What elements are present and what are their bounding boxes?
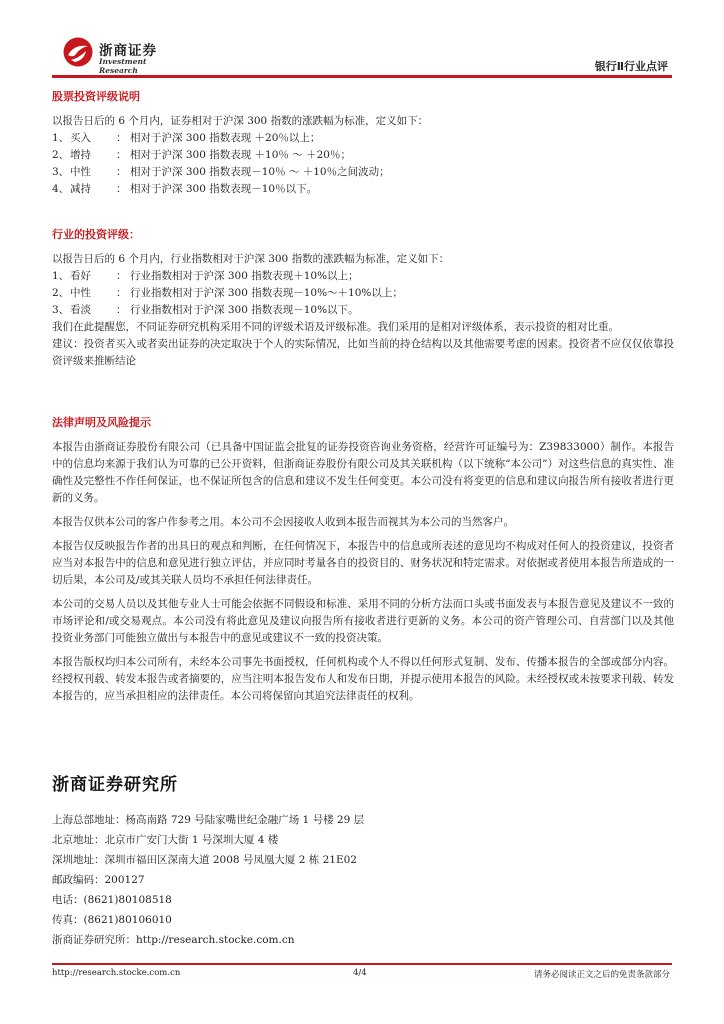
rating-index: 2、: [52, 287, 70, 299]
legal-paragraph: 本报告版权均归本公司所有，未经本公司事先书面授权，任何机构或个人不得以任何形式复制、发布、传播本报告的全部或部分内容。经授权刊载、转发本报告或者摘要的，应当注明本报告发布人和发布日期，并提示使用本报告的风险。未经授权或未按要求刊载、转发本报告的，应当承担相应的法律责任。本公司将保留向其追究法律责任的权利。: [52, 656, 674, 702]
legal-paragraph: 本报告仅供本公司的客户作参考之用。本公司不会因接收人收到本报告而视其为本公司的当然客户。: [52, 516, 514, 528]
rating-index: 4、: [52, 183, 70, 195]
zheshang-logo-icon: [62, 36, 94, 68]
rating-item: [52, 302, 674, 319]
stock-rating-section: [52, 88, 674, 198]
report-section-label: 银行Ⅱ行业点评: [594, 60, 668, 73]
rating-label: 中性: [70, 287, 91, 299]
rating-desc: 相对于沪深 300 指数表现 ＋20％以上；: [130, 132, 321, 144]
rating-label: 买入: [70, 132, 91, 144]
rating-label: 看淡: [70, 304, 91, 316]
contact-line: 上海总部地址：杨高南路 729 号陆家嘴世纪金融广场 1 号楼 29 层: [52, 814, 365, 826]
legal-paragraph: 本报告由浙商证券股份有限公司（已具备中国证监会批复的证券投资咨询业务资格，经营许可证编号为：Z39833000）制作。本报告中的信息均来源于我们认为可靠的已公开资料，但浙商证券股份有限公司及其关联机构（以下统称“本公司”）对这些信息的真实性、准确性及完整性不作任何保证，也不保证所包含的信息和建议不发生任何变更。本公司没有将变更的信息和建议向报告所有接收者进行更新的义务。: [52, 441, 674, 504]
rating-index: 1、: [52, 270, 70, 282]
rating-item: [52, 285, 674, 302]
contact-list: [52, 810, 364, 950]
rating-desc: 相对于沪深 300 指数表现 ＋10％ ～ ＋20％；: [130, 149, 351, 161]
footer-url[interactable]: http://research.stocke.com.cn: [52, 968, 181, 978]
contact-line: 传真：(8621)80106010: [52, 914, 172, 926]
rating-label: 减持: [70, 183, 91, 195]
rating-desc: 行业指数相对于沪深 300 指数表现＋10%以上；: [130, 270, 359, 282]
legal-title: 法律声明及风险提示: [52, 416, 151, 429]
rating-desc: 行业指数相对于沪深 300 指数表现－10%～＋10%以上；: [130, 287, 403, 299]
industry-rating-title: 行业的投资评级：: [52, 228, 140, 241]
contact-line: 电话：(8621)80108518: [52, 894, 172, 906]
footer-divider: [52, 963, 672, 965]
rating-separator: ：: [116, 149, 127, 161]
rating-separator: ：: [116, 287, 127, 299]
logo-cn-text: 浙商证券: [99, 43, 157, 59]
rating-index: 2、: [52, 149, 70, 161]
rating-item: [52, 164, 674, 181]
stock-rating-intro: 以报告日后的 6 个月内，证券相对于沪深 300 指数的涨跌幅为标准，定义如下：: [52, 115, 429, 127]
industry-rating-section: [52, 226, 674, 370]
contact-line: 邮政编码：200127: [52, 874, 145, 886]
company-logo: [62, 36, 168, 75]
institute-name: 浙商证券研究所: [52, 775, 178, 795]
legal-paragraph: 本公司的交易人员以及其他专业人士可能会依据不同假设和标准、采用不同的分析方法而口头或书面发表与本报告意见及建议不一致的市场评论和/或交易观点。本公司没有将此意见及建议向报告所有接收者进行更新的义务。本公司的资产管理公司、自营部门以及其他投资业务部门可能独立做出与本报告中的意见或建议不一致的投资决策。: [52, 598, 674, 644]
investment-advice: 建议：投资者买入或者卖出证券的决定取决于个人的实际情况，比如当前的持仓结构以及其他需要考虑的因素。投资者不应仅仅依靠投资评级来推断结论: [52, 338, 674, 367]
rating-index: 3、: [52, 166, 70, 178]
contact-line: 浙商证券研究所：http://research.stocke.com.cn: [52, 934, 295, 946]
rating-label: 中性: [70, 166, 91, 178]
stock-rating-title: 股票投资评级说明: [52, 90, 140, 103]
contact-line: 北京地址：北京市广安门大街 1 号深圳大厦 4 楼: [52, 834, 279, 846]
contact-line: 深圳地址：深圳市福田区深南大道 2008 号凤凰大厦 2 栋 21E02: [52, 854, 357, 866]
legal-paragraph: 本报告仅反映报告作者的出具日的观点和判断，在任何情况下，本报告中的信息或所表述的意见均不构成对任何人的投资建议，投资者应当对本报告中的信息和意见进行独立评估，并应同时考量各自的投资目的、财务状况和特定需求。对依据或者使用本报告所造成的一切后果，本公司及/或其关联人员均不承担任何法律责任。: [52, 540, 674, 586]
rating-separator: ：: [116, 304, 127, 316]
footer-disclaimer: 请务必阅读正文之后的免责条款部分: [533, 970, 670, 980]
rating-desc: 相对于沪深 300 指数表现－10％ ～ ＋10％之间波动；: [130, 166, 390, 178]
logo-en-text: Investment Research: [99, 57, 147, 75]
rating-item: [52, 181, 674, 198]
rating-system-note: 我们在此提醒您，不同证券研究机构采用不同的评级术语及评级标准。我们采用的是相对评级体系，表示投资的相对比重。: [52, 321, 619, 333]
rating-separator: ：: [116, 270, 127, 282]
rating-separator: ：: [116, 132, 127, 144]
rating-index: 3、: [52, 304, 70, 316]
rating-item: [52, 147, 674, 164]
rating-separator: ：: [116, 166, 127, 178]
rating-item: [52, 130, 674, 147]
header-divider: [52, 75, 672, 78]
rating-label: 看好: [70, 270, 91, 282]
rating-index: 1、: [52, 132, 70, 144]
rating-item: [52, 268, 674, 285]
industry-rating-intro: 以报告日后的 6 个月内，行业指数相对于沪深 300 指数的涨跌幅为标准，定义如下：: [52, 253, 450, 265]
rating-label: 增持: [70, 149, 91, 161]
rating-separator: ：: [116, 183, 127, 195]
legal-section: [52, 414, 674, 705]
rating-desc: 相对于沪深 300 指数表现－10％以下。: [130, 183, 318, 195]
rating-desc: 行业指数相对于沪深 300 指数表现－10%以下。: [130, 304, 359, 316]
page-number: 4/4: [353, 968, 367, 978]
